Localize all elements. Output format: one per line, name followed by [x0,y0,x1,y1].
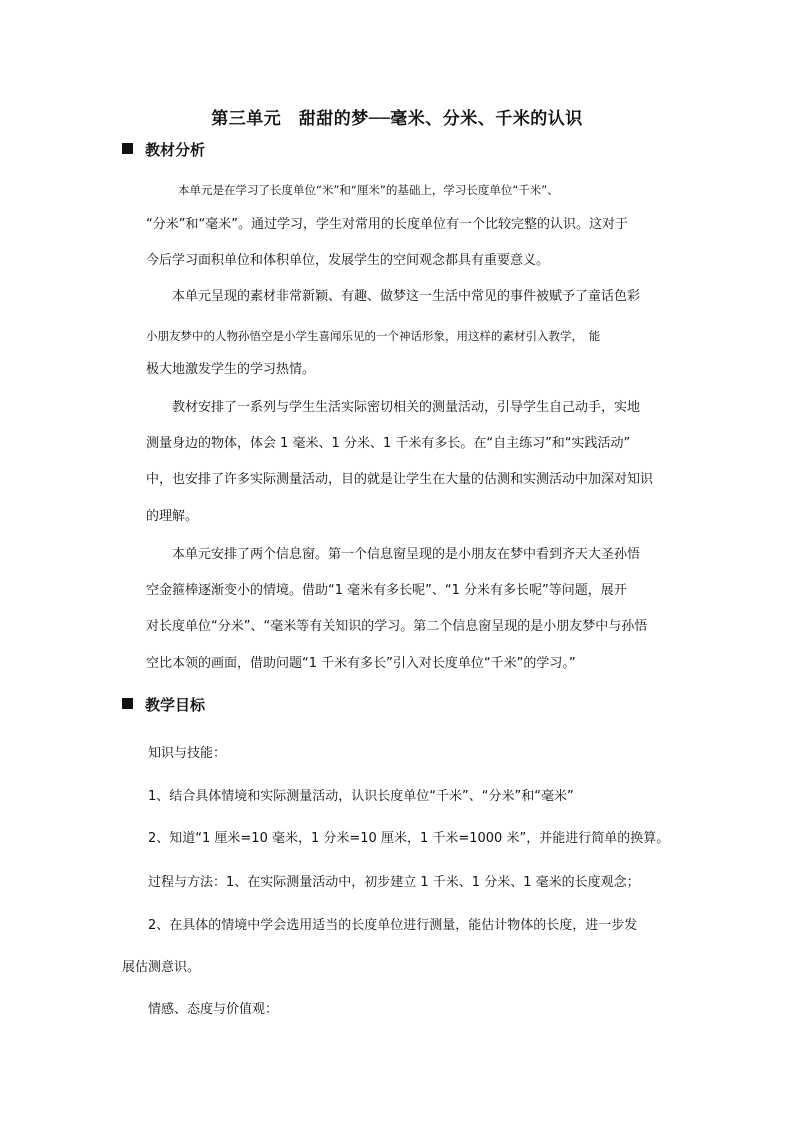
page-title: 第三单元 甜甜的梦──毫米、分米、千米的认识 [211,109,583,129]
square-bullet-icon [122,143,133,154]
objective-line: 2、在具体的情境中学会选用适当的长度单位进行测量，能估计物体的长度，进一步发 [148,918,638,933]
paragraph-line: 的理解。 [146,509,199,524]
paragraph-line: 空金箍棒逐渐变小的情境。借助“1 毫米有多长呢”、“1 分米有多长呢”等问题，展开 [146,583,627,598]
paragraph-line: 空比本领的画面，借助问题“1 千米有多长”引入对长度单位“千米”的学习。” [146,656,576,671]
objective-label-emotion: 情感、态度与价值观： [148,1002,279,1017]
section-heading-label: 教学目标 [145,696,206,714]
square-bullet-icon [122,698,133,709]
objective-line: 1、结合具体情境和实际测量活动，认识长度单位“千米”、“分米”和“毫米” [148,789,574,804]
paragraph-line: 今后学习面积单位和体积单位，发展学生的空间观念都具有重要意义。 [146,253,550,268]
paragraph-line: “分米”和“毫米”。通过学习，学生对常用的长度单位有一个比较完整的认识。这对于 [146,217,628,232]
paragraph-line: 中，也安排了许多实际测量活动，目的就是让学生在大量的估测和实测活动中加深对知识 [146,472,654,487]
paragraph-line: 测量身边的物体，体会 1 毫米、1 分米、1 千米有多长。在“自主练习”和“实践活动” [146,436,631,451]
paragraph-line: 本单元呈现的素材非常新颖、有趣、做梦这一生活中常见的事件被赋予了童话色彩 [172,289,641,304]
section-heading-objectives [122,694,205,715]
paragraph-line: 小朋友梦中的人物孙悟空是小学生喜闻乐见的一个神话形象，用这样的素材引入教学， 能 [146,329,601,343]
objective-label-knowledge: 知识与技能： [148,746,227,761]
paragraph-line: 本单元是在学习了长度单位“米”和“厘米”的基础上，学习长度单位“千米”、 [178,183,559,197]
objective-line: 过程与方法：1、在实际测量活动中，初步建立 1 千米、1 分米、1 毫米的长度观念； [148,875,640,890]
objective-line: 展估测意识。 [122,960,201,975]
paragraph-line: 本单元安排了两个信息窗。第一个信息窗呈现的是小朋友在梦中看到齐天大圣孙悟 [172,547,641,562]
objective-line: 2、知道“1 厘米=10 毫米，1 分米=10 厘米，1 千米=1000 米”，并能进行简单的换算。 [148,831,670,846]
paragraph-line: 对长度单位“分米”、“毫米等有关知识的学习。第二个信息窗呈现的是小朋友梦中与孙悟 [146,619,648,634]
paragraph-line: 教材安排了一系列与学生生活实际密切相关的测量活动，引导学生自己动手，实地 [172,400,641,415]
section-heading-label: 教材分析 [145,141,206,159]
paragraph-line: 极大地激发学生的学习热情。 [146,362,316,377]
section-heading-analysis [122,139,205,160]
